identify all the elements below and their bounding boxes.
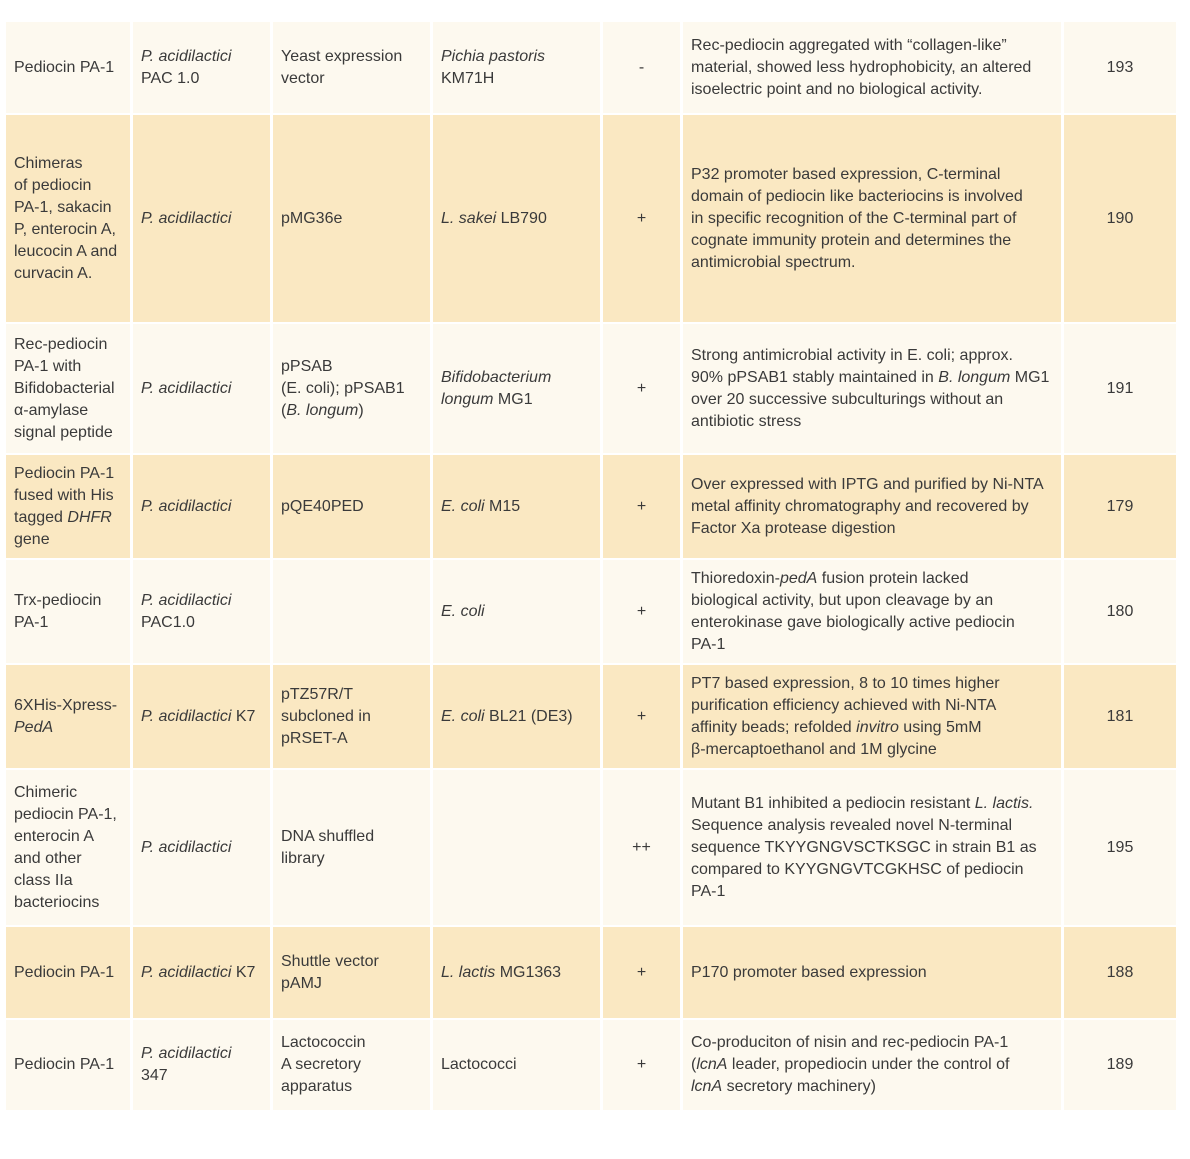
cell-remarks: Co-produciton of nisin and rec-pediocin PA-1 (lcnA leader, propediocin under the control of lcnA secretory machinery)	[683, 1020, 1061, 1110]
cell-bacteriocin: Pediocin PA-1	[6, 1020, 130, 1110]
cell-remarks: P170 promoter based expression	[683, 927, 1061, 1018]
cell-bacteriocin: 6XHis-Xpress- PedA	[6, 665, 130, 768]
cell-activity: +	[603, 1020, 680, 1110]
cell-producer-strain: P. acidilactici K7	[133, 665, 270, 768]
cell-expression-host	[433, 770, 600, 925]
cell-activity: +	[603, 927, 680, 1018]
cell-remarks: Mutant B1 inhibited a pediocin resistant L. lactis. Sequence analysis revealed novel N-terminal sequence TKYYGNGVSCTKSGC in strain B1 as compared to KYYGNGVTCGKHSC of pediocin PA-1	[683, 770, 1061, 925]
cell-bacteriocin: Pediocin PA-1	[6, 22, 130, 113]
cell-bacteriocin: Rec-pediocin PA-1 with Bifidobacterial α-amylase signal peptide	[6, 324, 130, 453]
cell-bacteriocin: Chimeras of pediocin PA-1, sakacin P, enterocin A, leucocin A and curvacin A.	[6, 115, 130, 322]
cell-producer-strain: P. acidilactici	[133, 115, 270, 322]
cell-vector: pMG36e	[273, 115, 430, 322]
cell-expression-host: E. coli	[433, 560, 600, 663]
cell-vector: pPSAB (E. coli); pPSAB1 (B. longum)	[273, 324, 430, 453]
cell-expression-host: Pichia pastoris KM71H	[433, 22, 600, 113]
table-row	[6, 560, 1176, 663]
cell-bacteriocin: Pediocin PA-1 fused with His tagged DHFR gene	[6, 455, 130, 558]
cell-producer-strain: P. acidilactici PAC1.0	[133, 560, 270, 663]
cell-activity: +	[603, 115, 680, 322]
table-row	[6, 1020, 1176, 1110]
table-row	[6, 324, 1176, 453]
cell-vector: DNA shuffled library	[273, 770, 430, 925]
cell-bacteriocin: Trx-pediocin PA-1	[6, 560, 130, 663]
cell-expression-host: Bifidobacterium longum MG1	[433, 324, 600, 453]
cell-vector: pQE40PED	[273, 455, 430, 558]
table-row	[6, 22, 1176, 113]
cell-vector	[273, 560, 430, 663]
cell-remarks: Thioredoxin-pedA fusion protein lacked biological activity, but upon cleavage by an enterokinase gave biologically active pediocin PA-1	[683, 560, 1061, 663]
cell-vector: Shuttle vector pAMJ	[273, 927, 430, 1018]
bacteriocin-expression-table	[3, 20, 1179, 1112]
table-row	[6, 665, 1176, 768]
table-row	[6, 115, 1176, 322]
cell-bacteriocin: Chimeric pediocin PA-1, enterocin A and other class IIa bacteriocins	[6, 770, 130, 925]
table-row	[6, 770, 1176, 925]
cell-producer-strain: P. acidilactici	[133, 770, 270, 925]
cell-remarks: Over expressed with IPTG and purified by Ni-NTA metal affinity chromatography and recovered by Factor Xa protease digestion	[683, 455, 1061, 558]
cell-expression-host: E. coli BL21 (DE3)	[433, 665, 600, 768]
cell-expression-host: L. lactis MG1363	[433, 927, 600, 1018]
cell-activity: +	[603, 665, 680, 768]
cell-producer-strain: P. acidilactici K7	[133, 927, 270, 1018]
cell-reference: 191	[1064, 324, 1176, 453]
cell-activity: +	[603, 324, 680, 453]
cell-reference: 189	[1064, 1020, 1176, 1110]
cell-activity: ++	[603, 770, 680, 925]
cell-producer-strain: P. acidilactici	[133, 455, 270, 558]
cell-reference: 193	[1064, 22, 1176, 113]
cell-vector: Lactococcin A secretory apparatus	[273, 1020, 430, 1110]
cell-producer-strain: P. acidilactici 347	[133, 1020, 270, 1110]
cell-remarks: PT7 based expression, 8 to 10 times higher purification efficiency achieved with Ni-NTA affinity beads; refolded invitro using 5mM β-mercaptoethanol and 1M glycine	[683, 665, 1061, 768]
cell-expression-host: E. coli M15	[433, 455, 600, 558]
cell-vector: pTZ57R/T subcloned in pRSET-A	[273, 665, 430, 768]
cell-remarks: Rec-pediocin aggregated with “collagen-like” material, showed less hydrophobicity, an altered isoelectric point and no biological activity.	[683, 22, 1061, 113]
cell-remarks: Strong antimicrobial activity in E. coli; approx. 90% pPSAB1 stably maintained in B. longum MG1 over 20 successive subculturings without an antibiotic stress	[683, 324, 1061, 453]
cell-activity: -	[603, 22, 680, 113]
table-body	[6, 22, 1176, 1110]
table-row	[6, 455, 1176, 558]
cell-expression-host: Lactococci	[433, 1020, 600, 1110]
cell-expression-host: L. sakei LB790	[433, 115, 600, 322]
cell-bacteriocin: Pediocin PA-1	[6, 927, 130, 1018]
cell-reference: 181	[1064, 665, 1176, 768]
cell-reference: 195	[1064, 770, 1176, 925]
cell-remarks: P32 promoter based expression, C-terminal domain of pediocin like bacteriocins is involved in specific recognition of the C-terminal part of cognate immunity protein and determines the antimicrobial spectrum.	[683, 115, 1061, 322]
cell-reference: 188	[1064, 927, 1176, 1018]
cell-producer-strain: P. acidilactici	[133, 324, 270, 453]
cell-reference: 179	[1064, 455, 1176, 558]
table-row	[6, 927, 1176, 1018]
cell-activity: +	[603, 455, 680, 558]
cell-vector: Yeast expression vector	[273, 22, 430, 113]
cell-producer-strain: P. acidilactici PAC 1.0	[133, 22, 270, 113]
cell-activity: +	[603, 560, 680, 663]
cell-reference: 180	[1064, 560, 1176, 663]
cell-reference: 190	[1064, 115, 1176, 322]
